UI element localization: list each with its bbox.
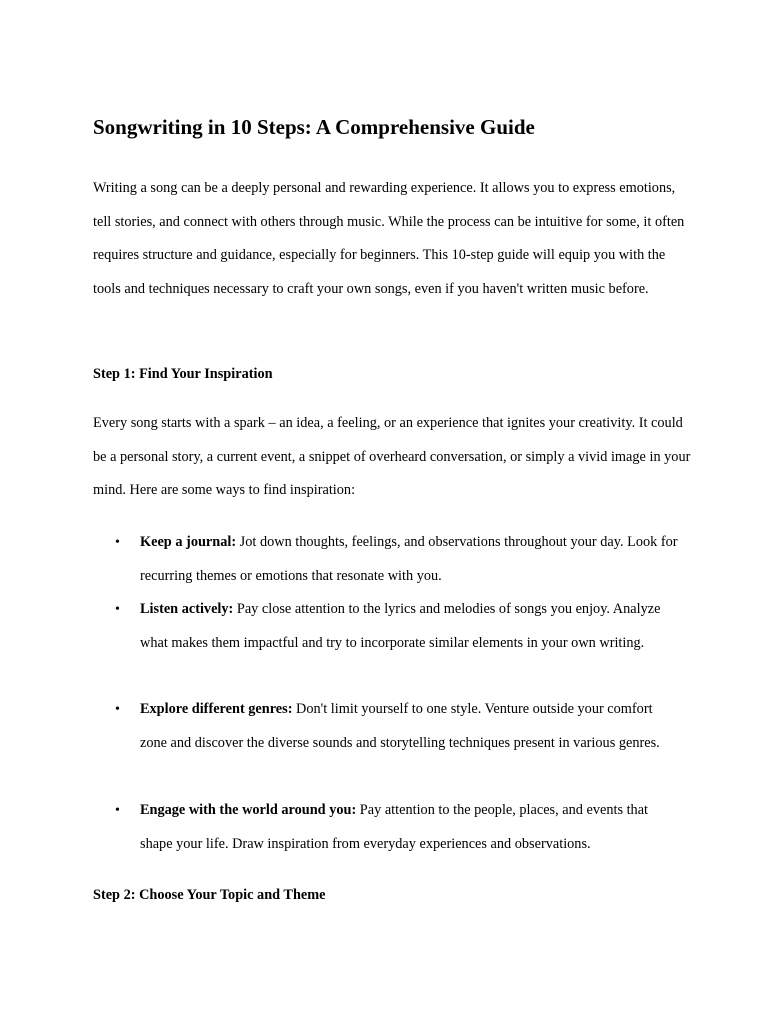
step-1-heading: Step 1: Find Your Inspiration [93, 366, 273, 382]
bullet-icon: • [115, 535, 120, 550]
list-item [115, 593, 680, 660]
list-item-label: Keep a journal: [140, 534, 237, 550]
step-1-paragraph: Every song starts with a spark – an idea, a feeling, or an experience that ignites your creativity. It could be a personal story, a current event, a snippet of overheard conversation, or simply a vivid image in your mind. Here are some ways to find inspiration: [93, 415, 691, 499]
step-2-heading: Step 2: Choose Your Topic and Theme [93, 887, 326, 903]
bullet-icon: • [115, 803, 120, 818]
list-item-text: Don't limit yourself to one style. Venture outside your comfort zone and discover the diverse sounds and storytelling techniques present in various genres. [140, 701, 660, 751]
list-item-label: Explore different genres: [140, 701, 293, 717]
bullet-icon: • [115, 702, 120, 717]
page-title: Songwriting in 10 Steps: A Comprehensive Guide [93, 115, 535, 139]
list-item [115, 693, 680, 760]
list-item [115, 794, 680, 861]
bullet-icon: • [115, 602, 120, 617]
list-item-text: Pay attention to the people, places, and events that shape your life. Draw inspiration from everyday experiences and observations. [140, 802, 649, 852]
intro-paragraph: Writing a song can be a deeply personal and rewarding experience. It allows you to express emotions, tell stories, and connect with others through music. While the process can be intuitive for some, it often requires structure and guidance, especially for beginners. This 10-step guide will equip you with the tools and techniques necessary to craft your own songs, even if you haven't written music before. [93, 180, 685, 297]
list-item-text: Pay close attention to the lyrics and melodies of songs you enjoy. Analyze what makes them impactful and try to incorporate similar elements in your own writing. [140, 601, 661, 651]
list-item-label: Listen actively: [140, 601, 234, 617]
list-item-label: Engage with the world around you: [140, 802, 357, 818]
list-item [115, 526, 680, 593]
list-item-text: Jot down thoughts, feelings, and observations throughout your day. Look for recurring themes or emotions that resonate with you. [140, 534, 678, 584]
